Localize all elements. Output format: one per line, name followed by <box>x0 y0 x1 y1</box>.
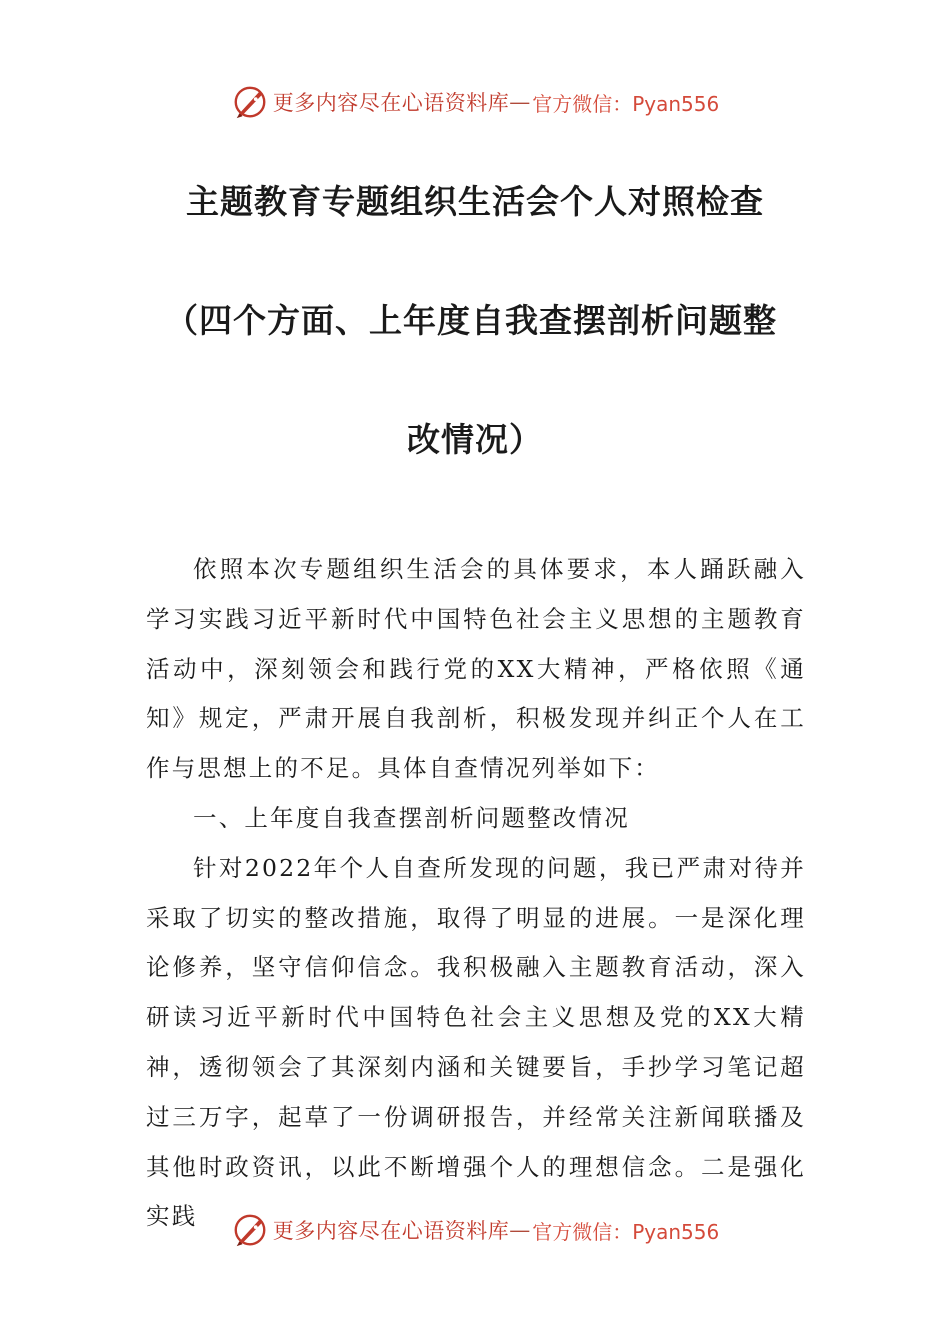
watermark-text: 更多内容尽在心语资料库 <box>272 1219 510 1243</box>
watermark-text: 更多内容尽在心语资料库 <box>272 91 510 115</box>
header-watermark <box>0 80 950 124</box>
document-title-line-3: 改情况） <box>407 420 543 459</box>
paragraph-intro: 依照本次专题组织生活会的具体要求，本人踊跃融入学习实践习近平新时代中国特色社会主义思想的主题教育活动中，深刻领会和践行党的XX大精神，严格依照《通知》规定，严肃开展自我剖析，积极发现并纠正个人在工作与思想上的不足。具体自查情况列举如下： <box>146 555 806 783</box>
pen-logo-icon <box>231 83 269 121</box>
paragraph-rectification: 针对2022年个人自查所发现的问题，我已严肃对待并采取了切实的整改措施，取得了明显的进展。一是深化理论修养，坚守信仰信念。我积极融入主题教育活动，深入研读习近平新时代中国特色社会主义思想及党的XX大精神，透彻领会了其深刻内涵和关键要旨，手抄学习笔记超过三万字，起草了一份调研报告，并经常关注新闻联播及其他时政资讯，以此不断增强个人的理想信念。二是强化实践 <box>146 853 806 1231</box>
section-heading-1: 一、上年度自我查摆剖析问题整改情况 <box>193 803 630 832</box>
pen-logo-icon <box>231 1211 269 1249</box>
document-body <box>146 545 806 1242</box>
footer-watermark <box>0 1208 950 1252</box>
watermark-separator: — <box>509 90 531 114</box>
document-title-line-2: （四个方面、上年度自我查摆剖析问题整 <box>165 301 777 340</box>
watermark-wechat: 官方微信：Pyan556 <box>532 1219 720 1244</box>
document-title-line-1: 主题教育专题组织生活会个人对照检查 <box>186 182 764 221</box>
watermark-wechat: 官方微信：Pyan556 <box>532 91 720 116</box>
watermark-separator: — <box>509 1218 531 1242</box>
